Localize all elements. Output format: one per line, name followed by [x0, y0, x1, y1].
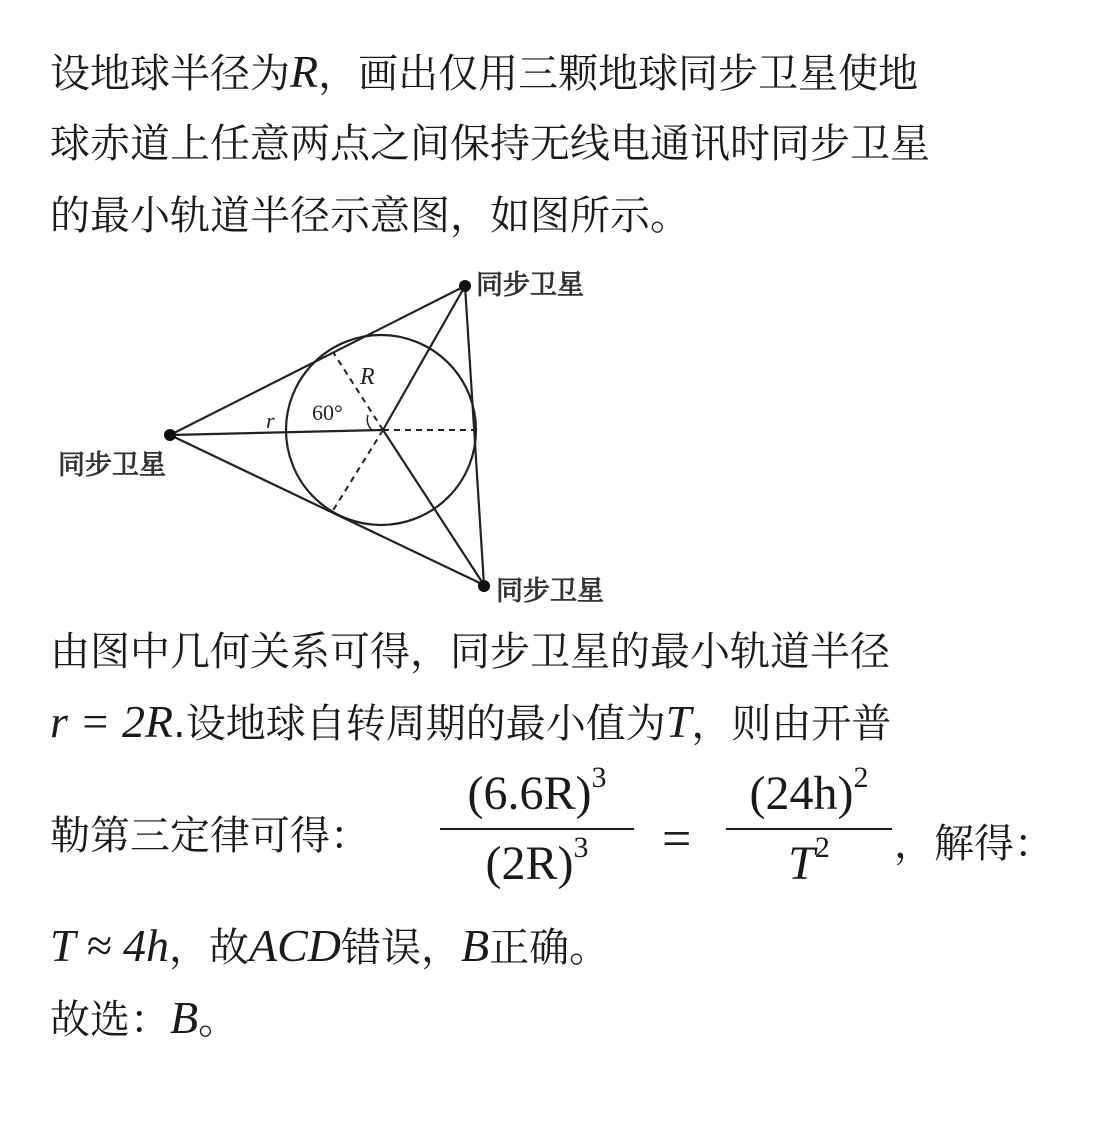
text-segment: ，故 [169, 925, 249, 971]
exponent: 2 [853, 761, 869, 794]
exponent: 3 [573, 831, 589, 864]
text-line [50, 698, 891, 748]
equals-sign: = [662, 811, 692, 868]
text-line: 球赤道上任意两点之间保持无线电通讯时同步卫星 [50, 121, 930, 167]
text-segment: ，画出仅用三颗地球同步卫星使地 [318, 51, 919, 97]
satellite-label: 同步卫星 [496, 576, 604, 606]
text-segment: 正确。 [489, 925, 610, 971]
text-segment: 设地球半径为 [50, 51, 290, 97]
text-segment: 错误， [341, 925, 461, 971]
text-segment: ，则由开普 [691, 701, 892, 747]
denominator-base: T [788, 837, 815, 890]
math-variable: T [665, 696, 692, 747]
denominator [726, 831, 892, 892]
text-segment: .设地球自转周期的最小值为 [173, 701, 666, 747]
satellite-dot [478, 580, 490, 592]
denominator-base: (2R) [485, 837, 574, 890]
math-variable: ACD [249, 920, 341, 971]
numerator [440, 761, 634, 822]
math-variable: B [461, 920, 490, 971]
satellite-dot [164, 429, 176, 441]
radius-line-r [170, 430, 383, 435]
text-line: 的最小轨道半径示意图，如图所示。 [50, 193, 690, 239]
tangent-line [465, 286, 484, 585]
label-angle: 60° [312, 400, 343, 425]
text-segment: 故选： [50, 997, 170, 1043]
denominator [440, 831, 634, 892]
text-line [50, 922, 609, 972]
dashed-radius [332, 430, 383, 512]
numerator-base: (24h) [749, 767, 854, 820]
math-expression: r = 2R [50, 696, 174, 747]
answer-letter: B [170, 992, 199, 1043]
label-R: R [360, 364, 375, 390]
text-segment: 勒第三定律可得： [50, 813, 370, 859]
text-line: 由图中几何关系可得，同步卫星的最小轨道半径 [50, 629, 890, 675]
exponent: 2 [814, 831, 830, 864]
numerator-base: (6.6R) [467, 767, 592, 820]
angle-arc [367, 415, 372, 430]
satellite-label: 同步卫星 [476, 270, 584, 300]
label-r: r [266, 408, 275, 433]
tangent-line [170, 435, 484, 585]
text-segment: ，解得： [894, 821, 1054, 867]
satellite-label: 同步卫星 [58, 450, 166, 480]
fraction-bar [440, 828, 634, 830]
math-variable: R [290, 46, 319, 97]
fraction [440, 761, 634, 892]
fraction [726, 761, 892, 892]
text-segment: 。 [198, 997, 239, 1043]
fraction-bar [726, 828, 892, 830]
math-expression: T ≈ 4h [50, 920, 169, 971]
satellite-dot [459, 280, 471, 292]
text-line [50, 994, 238, 1044]
exponent: 3 [591, 761, 607, 794]
numerator [726, 761, 892, 822]
